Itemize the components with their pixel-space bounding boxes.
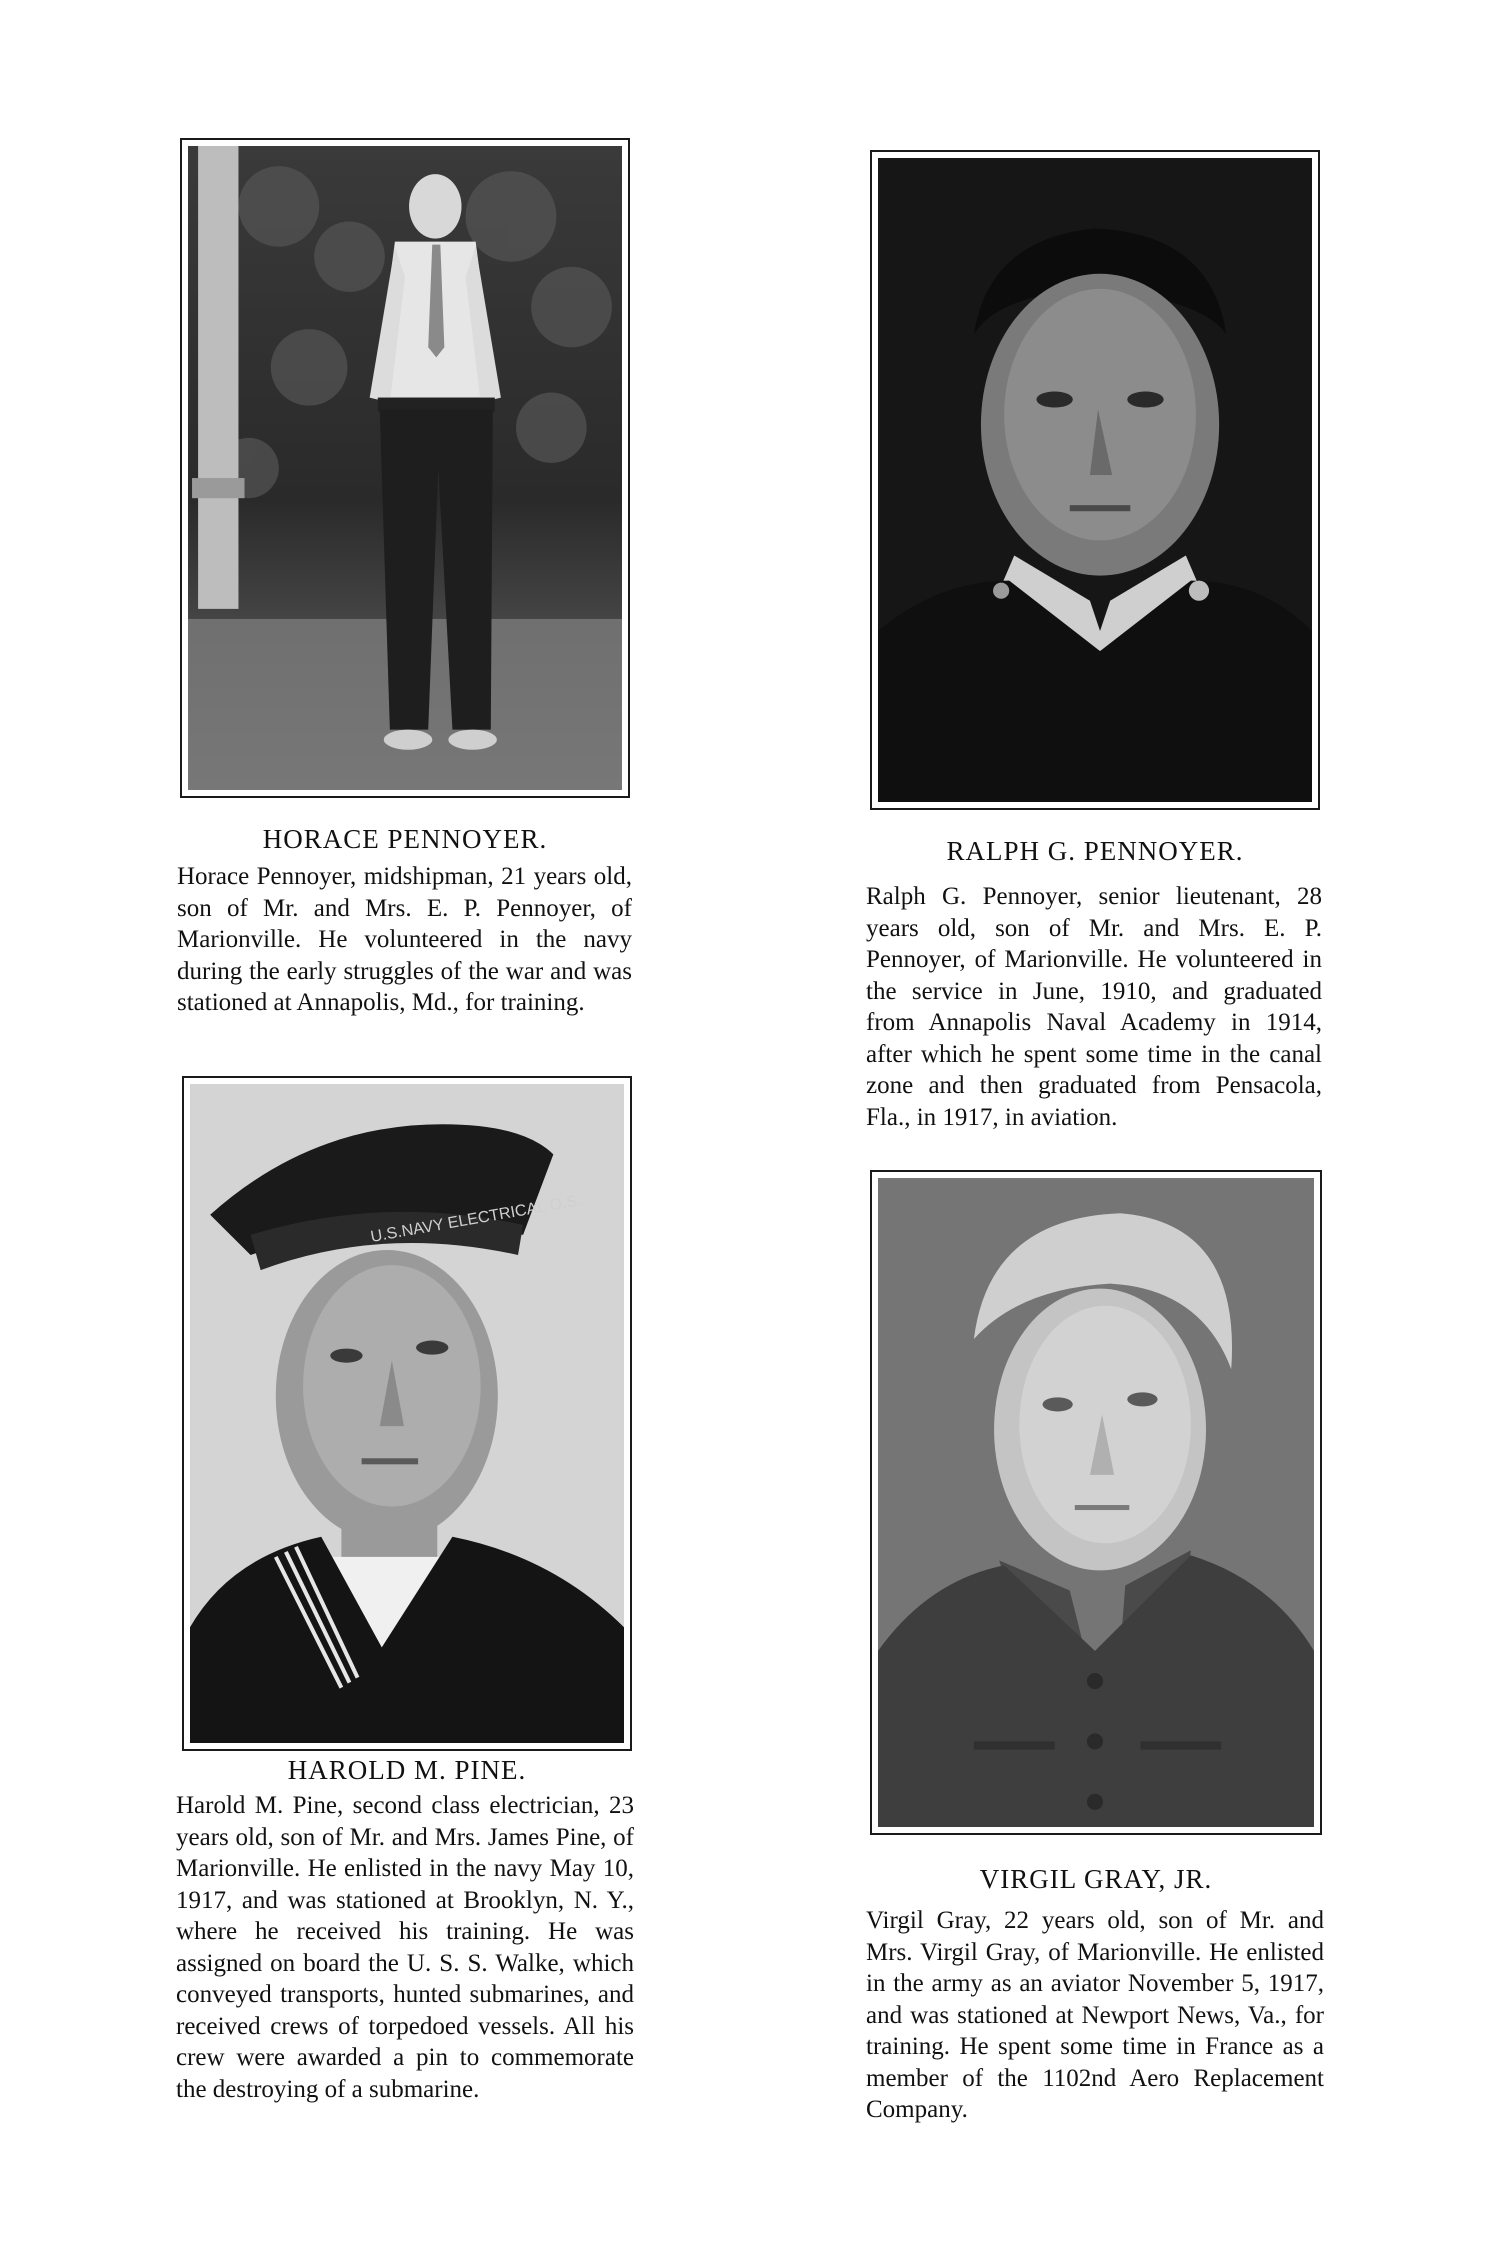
virgil-portrait-image <box>878 1178 1314 1827</box>
harold-bio-text: Harold M. Pine, second class electrician, 23 years old, son of Mr. and Mrs. James Pine, of Marionville. He enlisted in the navy May 10, 1917, and was stationed at Brooklyn, N. Y., where he received his training. He was assigned on board the U. S. S. Walke, which conveyed transports, hunted submarines, and received crews of torpedoed vessels. All his crew were awarded a pin to commemorate the destroying of a submarine. <box>176 1792 634 2103</box>
photo-virgil-gray <box>870 1170 1322 1835</box>
photo-harold-pine <box>182 1076 632 1751</box>
ralph-portrait-image <box>878 158 1312 802</box>
horace-name-heading: HORACE PENNOYER. <box>262 824 548 854</box>
harold-name-heading: HAROLD M. PINE. <box>287 1755 527 1785</box>
horace-bio-text: Horace Pennoyer, midshipman, 21 years old, son of Mr. and Mrs. E. P. Pennoyer, of Marionville. He volunteered in the navy during the early struggles of the war and was stationed at Annapolis, Md., for training. <box>177 863 632 1016</box>
ralph-name-heading: RALPH G. PENNOYER. <box>946 836 1244 866</box>
virgil-bio-text: Virgil Gray, 22 years old, son of Mr. and Mrs. Virgil Gray, of Marionville. He enlisted in the army as an aviator November 5, 1917, and was stationed at Newport News, Va., for training. He spent some time in France as a member of the 1102nd Aero Replacement Company. <box>866 1907 1324 2123</box>
photo-horace-pennoyer <box>180 138 630 798</box>
harold-portrait-image <box>190 1084 624 1743</box>
horace-portrait-image <box>188 146 622 790</box>
photo-ralph-pennoyer <box>870 150 1320 810</box>
cap-band-text: U.S.NAVY ELECTRICAL O.S. <box>369 1191 584 1246</box>
virgil-name-heading: VIRGIL GRAY, JR. <box>979 1864 1213 1894</box>
ralph-bio-text: Ralph G. Pennoyer, senior lieutenant, 28 years old, son of Mr. and Mrs. E. P. Pennoyer, of Marionville. He volunteered in the service in June, 1910, and graduated from Annapolis Naval Academy in 1914, after which he spent some time in the canal zone and then graduated from Pensacola, Fla., in 1917, in aviation. <box>866 883 1322 1131</box>
